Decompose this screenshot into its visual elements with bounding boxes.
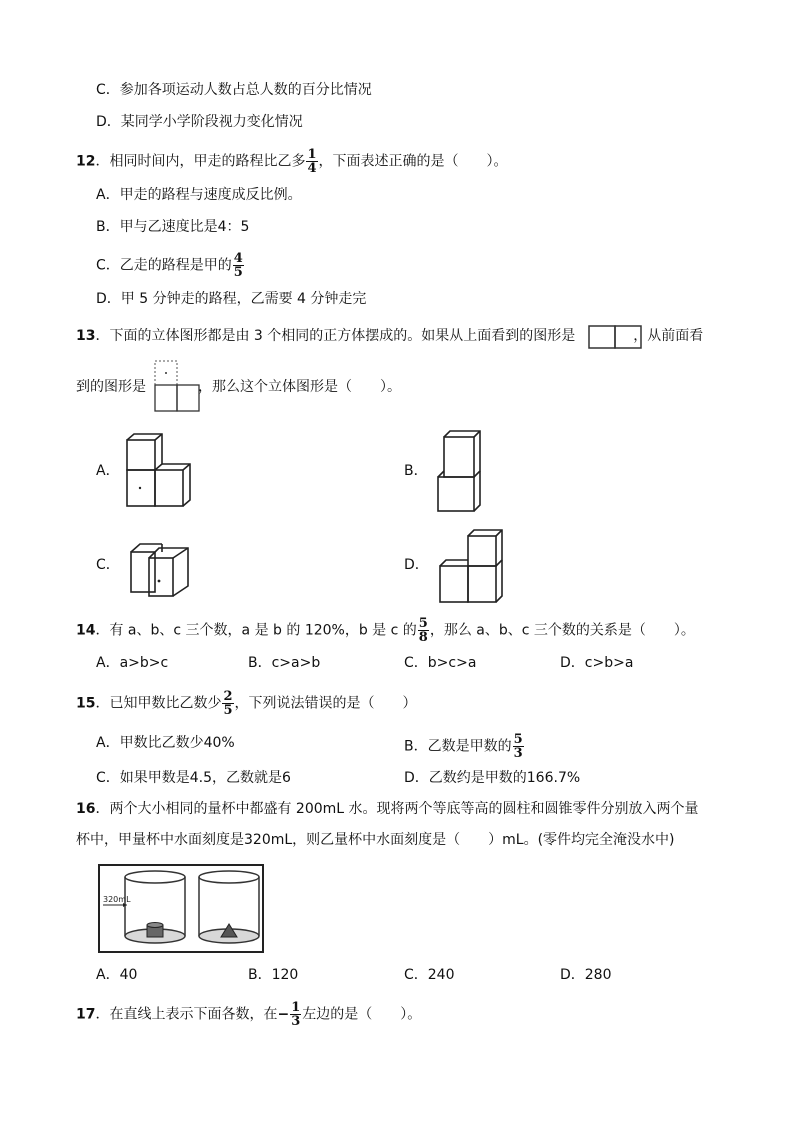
q12-text-post: ，下面表述正确的是（ ）。 xyxy=(318,153,508,170)
q15-text-post: ，下列说法错误的是（ ） xyxy=(234,695,417,712)
q12-stem xyxy=(76,148,508,175)
cube-d-top xyxy=(468,536,496,566)
q14-option-b: B．c>a>b xyxy=(248,655,321,671)
q11-option-c: C．参加各项运动人数占总人数的百分比情况 xyxy=(96,82,372,98)
cube-d-bottom-right xyxy=(468,566,496,602)
q14-fraction xyxy=(418,617,429,644)
q12-option-c-fraction xyxy=(233,252,244,279)
q17-text-pre: ．在直线上表示下面各数，在 xyxy=(95,1006,278,1023)
q13-option-d-label: D． xyxy=(404,557,429,573)
q15-stem xyxy=(76,690,417,717)
q13-text-b: ，从前面看 xyxy=(633,328,704,344)
q13-option-b-label: B． xyxy=(404,463,428,479)
q12-option-a: A．甲走的路程与速度成反比例。 xyxy=(96,187,302,203)
q13-text-a: ．下面的立体图形都是由 3 个相同的正方体摆成的。如果从上面看到的图形是 xyxy=(95,328,576,344)
q13-stem-line2 xyxy=(76,377,401,397)
q17-text-post: 左边的是（ ）。 xyxy=(302,1006,422,1023)
q14-frac-den: 8 xyxy=(418,630,428,645)
q16-measuring-cups-figure xyxy=(98,864,264,954)
q17-frac-den: 3 xyxy=(291,1014,301,1029)
q15-option-b xyxy=(404,733,525,760)
q12-option-d: D．甲 5 分钟走的路程，乙需要 4 分钟走完 xyxy=(96,291,367,307)
q12-option-c-text: C．乙走的路程是甲的 xyxy=(96,257,232,274)
q15b-frac-den: 3 xyxy=(513,746,523,761)
q12-frac-num: 1 xyxy=(307,147,317,162)
q17-fraction xyxy=(290,1001,301,1028)
q13-option-c-label: C． xyxy=(96,557,120,573)
q16-stem-line1 xyxy=(76,799,699,819)
top-view-square-2 xyxy=(615,326,641,348)
q13-front-view-figure xyxy=(153,359,201,413)
q14-text-pre: ．有 a、b、c 三个数，a 是 b 的 120%，b 是 c 的 xyxy=(95,622,417,639)
q13-number: 13 xyxy=(76,328,96,344)
q14-frac-num: 5 xyxy=(418,616,428,631)
front-view-square-bl xyxy=(155,385,177,411)
q12-option-b: B．甲与乙速度比是4：5 xyxy=(96,219,250,235)
q15-frac-den: 5 xyxy=(223,703,233,718)
top-view-square-1 xyxy=(589,326,615,348)
q13-option-c-figure xyxy=(126,538,198,598)
q15-number: 15 xyxy=(76,695,96,712)
q12c-frac-den: 5 xyxy=(233,265,243,280)
cube-d-bottom-left xyxy=(440,566,468,602)
q15-option-c: C．如果甲数是4.5，乙数就是6 xyxy=(96,770,291,786)
q11-option-d: D．某同学小学阶段视力变化情况 xyxy=(96,114,303,130)
q14-text-post: ，那么 a、b、c 三个数的关系是（ ）。 xyxy=(429,622,695,639)
q16-option-b: B．120 xyxy=(248,967,299,983)
q15-option-d: D．乙数约是甲数的166.7% xyxy=(404,770,581,786)
q12-number: 12 xyxy=(76,153,96,170)
q13-option-a-figure xyxy=(122,432,194,512)
q15-option-a: A．甲数比乙数少40% xyxy=(96,735,235,751)
cube-c-front xyxy=(149,558,173,596)
q12-frac-den: 4 xyxy=(307,161,317,176)
q14-stem xyxy=(76,617,695,644)
q15-option-b-fraction xyxy=(513,733,524,760)
q16-text-a: ．两个大小相同的量杯中都盛有 200mL 水。现将两个等底等高的圆柱和圆锥零件分别放入两个量 xyxy=(95,801,699,817)
q12-fraction xyxy=(306,148,317,175)
q14-option-c: C．b>c>a xyxy=(404,655,477,671)
q17-negative-sign: − xyxy=(277,1006,290,1023)
q17-stem xyxy=(76,1001,421,1028)
q12-text-pre: ．相同时间内，甲走的路程比乙多 xyxy=(95,153,306,170)
q16-320ml-label: 320mL xyxy=(103,895,131,904)
q16-option-d: D．280 xyxy=(560,967,612,983)
q15-option-b-text: B．乙数是甲数的 xyxy=(404,738,512,755)
q16-option-c: C．240 xyxy=(404,967,455,983)
q14-option-d: D．c>b>a xyxy=(560,655,634,671)
q13-text-c: 到的图形是 xyxy=(76,379,146,395)
q17-frac-num: 1 xyxy=(291,1000,301,1015)
q17-number: 17 xyxy=(76,1006,96,1023)
q12-option-c xyxy=(96,252,245,279)
q15b-frac-num: 5 xyxy=(513,732,523,747)
q16-number: 16 xyxy=(76,801,96,817)
q15-fraction xyxy=(222,690,233,717)
cube-b-bottom xyxy=(438,477,474,511)
q13-option-a-label: A． xyxy=(96,463,120,479)
cube-b-top xyxy=(444,437,474,477)
q13-text-d: ，那么这个立体图形是（ ）。 xyxy=(198,379,401,395)
q15-text-pre: ．已知甲数比乙数少 xyxy=(95,695,222,712)
q15-frac-num: 2 xyxy=(223,689,233,704)
front-view-dot xyxy=(165,372,167,374)
cube-a-bottom-right xyxy=(155,470,183,506)
q16-stem-line2: 杯中，甲量杯中水面刻度是320mL，则乙量杯中水面刻度是（ ）mL。(零件均完全淹没水中) xyxy=(76,832,675,848)
q16-option-a: A．40 xyxy=(96,967,138,983)
q14-option-a: A．a>b>c xyxy=(96,655,169,671)
q14-number: 14 xyxy=(76,622,96,639)
q13-option-b-figure xyxy=(434,428,490,516)
q13-top-view-figure xyxy=(588,325,644,349)
q13-option-d-figure xyxy=(438,526,506,606)
front-view-square-br xyxy=(177,385,199,411)
q12c-frac-num: 4 xyxy=(233,251,243,266)
cube-a-top-front xyxy=(127,440,155,470)
